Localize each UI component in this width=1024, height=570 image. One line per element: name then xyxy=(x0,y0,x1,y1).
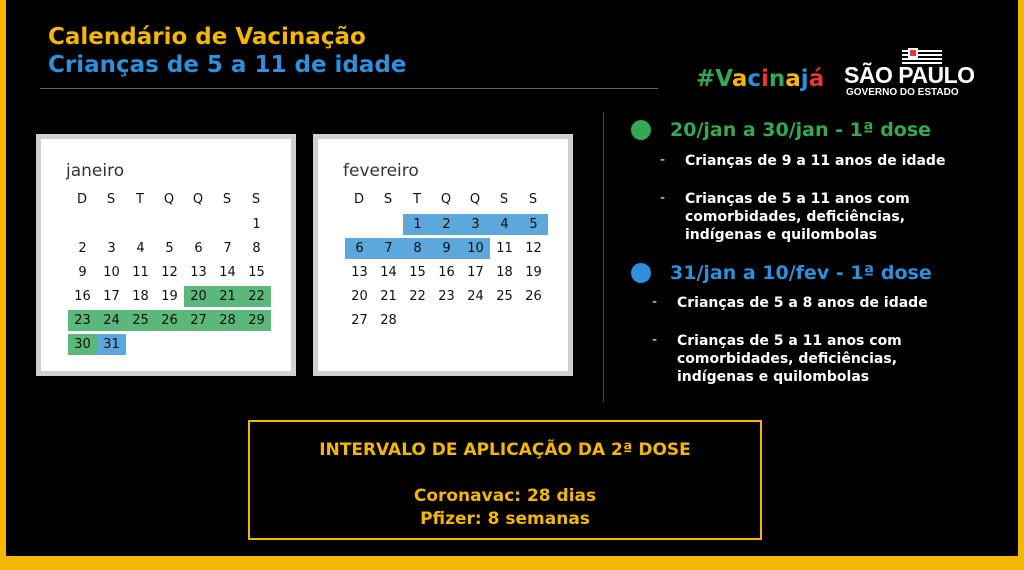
phase-2-item-1: Crianças de 5 a 8 anos de idade xyxy=(677,295,928,311)
hashtag-letter: V xyxy=(715,66,732,92)
second-dose-interval-box xyxy=(248,420,762,540)
interval-title: INTERVALO DE APLICAÇÃO DA 2ª DOSE xyxy=(319,440,691,460)
calendar-day: 20 xyxy=(184,286,213,307)
calendar-day: 9 xyxy=(432,238,461,259)
calendar-february xyxy=(313,134,573,376)
weekday-label: D xyxy=(353,192,364,207)
phase-1-dot xyxy=(631,120,651,140)
hashtag-letter: a xyxy=(785,66,801,92)
logo-subtitle: GOVERNO DO ESTADO xyxy=(846,87,959,98)
sao-paulo-logo xyxy=(844,48,984,98)
calendar-day: 5 xyxy=(519,214,548,235)
calendar-day: 10 xyxy=(461,238,490,259)
vacinaja-hashtag xyxy=(696,66,824,92)
logo-name: SÃO PAULO xyxy=(844,62,975,88)
calendar-day: 23 xyxy=(68,310,97,331)
calendar-day: 27 xyxy=(184,310,213,331)
weekday-label: Q xyxy=(192,192,204,207)
calendar-day: 2 xyxy=(432,214,461,235)
weekday-label: S xyxy=(383,192,393,207)
calendar-day: 11 xyxy=(496,241,513,256)
calendar-day: 8 xyxy=(403,238,432,259)
calendar-day: 3 xyxy=(461,214,490,235)
bullet-dash: - xyxy=(660,190,666,206)
calendar-day: 15 xyxy=(409,265,426,280)
weekday-label: T xyxy=(136,192,144,207)
calendar-day: 12 xyxy=(525,241,542,256)
bullet-dash: - xyxy=(652,294,658,310)
weekday-label: S xyxy=(528,192,538,207)
calendar-day: 4 xyxy=(490,214,519,235)
phase-2-item-2: Crianças de 5 a 11 anos com comorbidades, deficiências, indígenas e quilombolas xyxy=(677,333,902,385)
calendar-day: 17 xyxy=(103,289,120,304)
calendar-day: 4 xyxy=(136,241,145,256)
calendar-day: 25 xyxy=(496,289,513,304)
phase-1-item-2: Crianças de 5 a 11 anos com comorbidades, deficiências, indígenas e quilombolas xyxy=(685,191,910,243)
calendar-day: 15 xyxy=(248,265,265,280)
calendar-day: 8 xyxy=(252,241,261,256)
phase-1-label: 20/jan a 30/jan - 1ª dose xyxy=(670,119,932,141)
bullet-dash: - xyxy=(660,152,666,168)
calendar-day: 3 xyxy=(107,241,116,256)
calendar-month-label: janeiro xyxy=(66,161,125,181)
calendar-month-label: fevereiro xyxy=(343,161,419,181)
hashtag-letter: j xyxy=(800,66,809,92)
hashtag-letter: á xyxy=(808,66,825,92)
hashtag-letter: # xyxy=(696,66,716,92)
calendar-day: 16 xyxy=(438,265,455,280)
page-subtitle: Crianças de 5 a 11 de idade xyxy=(48,52,407,78)
calendar-day: 26 xyxy=(525,289,542,304)
calendar-day: 14 xyxy=(380,265,397,280)
calendar-day: 26 xyxy=(155,310,184,331)
hashtag-letter: a xyxy=(731,66,748,92)
calendar-day: 1 xyxy=(252,217,261,232)
weekday-label: Q xyxy=(440,192,452,207)
calendar-day: 16 xyxy=(74,289,91,304)
calendar-day: 5 xyxy=(165,241,174,256)
calendar-day: 6 xyxy=(194,241,203,256)
calendar-day: 29 xyxy=(242,310,271,331)
calendar-day: 19 xyxy=(525,265,542,280)
weekday-label: S xyxy=(251,192,261,207)
weekday-label: T xyxy=(413,192,421,207)
calendar-day: 20 xyxy=(351,289,368,304)
calendar-day: 18 xyxy=(132,289,149,304)
slide-content xyxy=(6,0,1018,556)
calendar-day: 12 xyxy=(161,265,178,280)
calendar-day: 14 xyxy=(219,265,236,280)
bullet-dash: - xyxy=(652,332,658,348)
weekday-label: S xyxy=(222,192,232,207)
calendar-day: 27 xyxy=(351,313,368,328)
phase-1-item-1: Crianças de 9 a 11 anos de idade xyxy=(685,153,946,169)
calendar-day: 31 xyxy=(97,334,126,355)
calendar-january xyxy=(36,134,296,376)
column-divider xyxy=(603,112,604,402)
calendar-day: 25 xyxy=(126,310,155,331)
calendar-day: 7 xyxy=(374,238,403,259)
calendar-day: 24 xyxy=(467,289,484,304)
calendar-day: 23 xyxy=(438,289,455,304)
hashtag-letter: c xyxy=(747,66,761,92)
calendar-day: 28 xyxy=(213,310,242,331)
weekday-label: S xyxy=(499,192,509,207)
hashtag-letter: n xyxy=(768,66,786,92)
title-divider xyxy=(40,88,658,89)
calendar-day: 13 xyxy=(190,265,207,280)
calendar-day: 22 xyxy=(409,289,426,304)
phase-2-label: 31/jan a 10/fev - 1ª dose xyxy=(670,262,932,284)
calendar-day: 19 xyxy=(161,289,178,304)
calendar-day: 22 xyxy=(242,286,271,307)
calendar-day: 17 xyxy=(467,265,484,280)
weekday-label: Q xyxy=(163,192,175,207)
hashtag-letter: i xyxy=(761,66,769,92)
calendar-day: 13 xyxy=(351,265,368,280)
interval-coronavac: Coronavac: 28 dias xyxy=(413,486,597,506)
page-title: Calendário de Vacinação xyxy=(48,24,366,50)
calendar-day: 21 xyxy=(213,286,242,307)
calendar-day: 2 xyxy=(78,241,87,256)
calendar-day: 24 xyxy=(97,310,126,331)
calendar-day: 10 xyxy=(103,265,120,280)
phase-2-dot xyxy=(631,263,651,283)
calendar-day: 11 xyxy=(132,265,149,280)
calendar-day: 6 xyxy=(345,238,374,259)
interval-pfizer: Pfizer: 8 semanas xyxy=(420,509,590,529)
calendar-day: 30 xyxy=(68,334,97,355)
calendar-day: 7 xyxy=(223,241,232,256)
calendar-day: 18 xyxy=(496,265,513,280)
calendar-day: 9 xyxy=(78,265,87,280)
weekday-label: S xyxy=(106,192,116,207)
weekday-label: Q xyxy=(469,192,481,207)
weekday-label: D xyxy=(76,192,87,207)
calendar-day: 28 xyxy=(380,313,397,328)
calendar-day: 1 xyxy=(403,214,432,235)
calendar-day: 21 xyxy=(380,289,397,304)
